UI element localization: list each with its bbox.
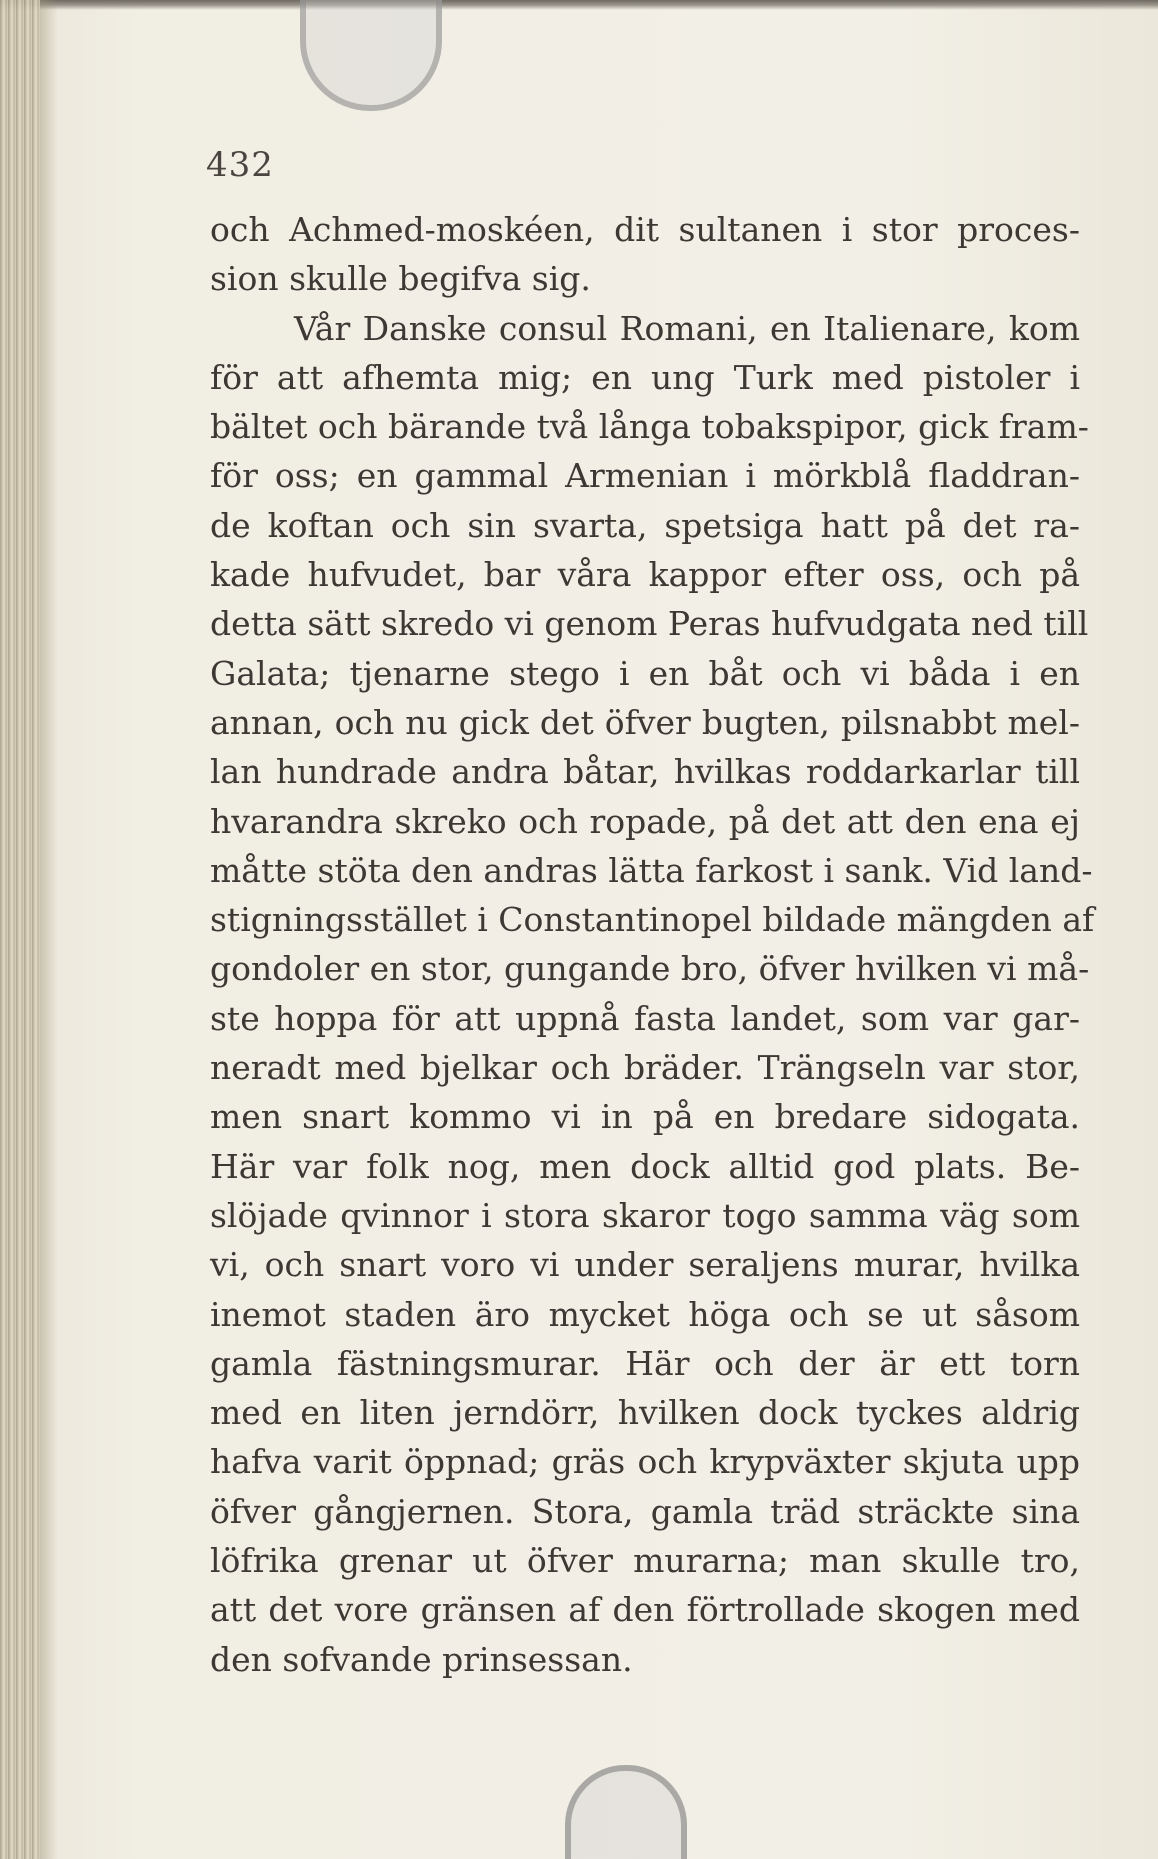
text-line: och Achmed-moskéen, dit sultanen i stor proces- — [210, 210, 1080, 249]
text-line: stigningsstället i Constantinopel bildade mängden af — [210, 900, 1095, 940]
text-line: men snart kommo vi in på en bredare sidogata. — [210, 1097, 1080, 1137]
text-line: vi, och snart voro vi under seraljens murar, hvilka — [210, 1245, 1080, 1285]
text-line: den sofvande prinsessan. — [210, 1639, 633, 1679]
text-line: måtte stöta den andras lätta farkost i sank. Vid land- — [210, 850, 1093, 890]
text-line: för oss; en gammal Armenian i mörkblå fladdran- — [210, 456, 1080, 496]
text-line: lan hundrade andra båtar, hvilkas roddarkarlar till — [210, 752, 1080, 792]
book-spine — [0, 0, 40, 1859]
text-line: ste hoppa för att uppnå fasta landet, som var gar- — [210, 998, 1080, 1038]
body-text — [210, 205, 1095, 1684]
text-line: Vår Danske consul Romani, en Italienare, kom — [294, 308, 1080, 348]
bottom-clip-shadow — [565, 1765, 687, 1859]
text-line: slöjade qvinnor i stora skaror togo samma väg som — [210, 1195, 1080, 1235]
text-line: sion skulle begifva sig. — [210, 259, 591, 299]
text-line: Galata; tjenarne stego i en båt och vi båda i en — [210, 653, 1080, 693]
text-line: öfver gångjernen. Stora, gamla träd sträckte sina — [210, 1491, 1080, 1531]
text-line: gamla fästningsmurar. Här och der är ett torn — [210, 1343, 1080, 1383]
text-line: Här var folk nog, men dock alltid god plats. Be- — [210, 1146, 1080, 1186]
page-number: 432 — [206, 145, 274, 185]
top-clip-shadow — [300, 0, 442, 111]
text-line: för att afhemta mig; en ung Turk med pistoler i — [210, 357, 1080, 397]
text-line: de koftan och sin svarta, spetsiga hatt på det ra- — [210, 505, 1080, 545]
text-line: med en liten jerndörr, hvilken dock tyckes aldrig — [210, 1393, 1080, 1433]
text-line: att det vore gränsen af den förtrollade skogen med — [210, 1590, 1080, 1630]
text-line: annan, och nu gick det öfver bugten, pilsnabbt mel- — [210, 702, 1080, 742]
page-top-edge — [0, 0, 1158, 10]
text-line: hafva varit öppnad; gräs och krypväxter skjuta upp — [210, 1442, 1080, 1482]
text-line: bältet och bärande två långa tobakspipor, gick fram- — [210, 407, 1089, 447]
text-line: detta sätt skredo vi genom Peras hufvudgata ned till — [210, 604, 1089, 644]
text-line: kade hufvudet, bar våra kappor efter oss, och på — [210, 555, 1080, 595]
text-line: löfrika grenar ut öfver murarna; man skulle tro, — [210, 1541, 1080, 1581]
gutter-shadow — [40, 0, 58, 1859]
text-line: hvarandra skreko och ropade, på det att den ena ej — [210, 801, 1080, 841]
text-line: gondoler en stor, gungande bro, öfver hvilken vi må- — [210, 949, 1090, 989]
text-line: neradt med bjelkar och bräder. Trängseln var stor, — [210, 1048, 1080, 1088]
text-line: inemot staden äro mycket höga och se ut såsom — [210, 1294, 1080, 1334]
